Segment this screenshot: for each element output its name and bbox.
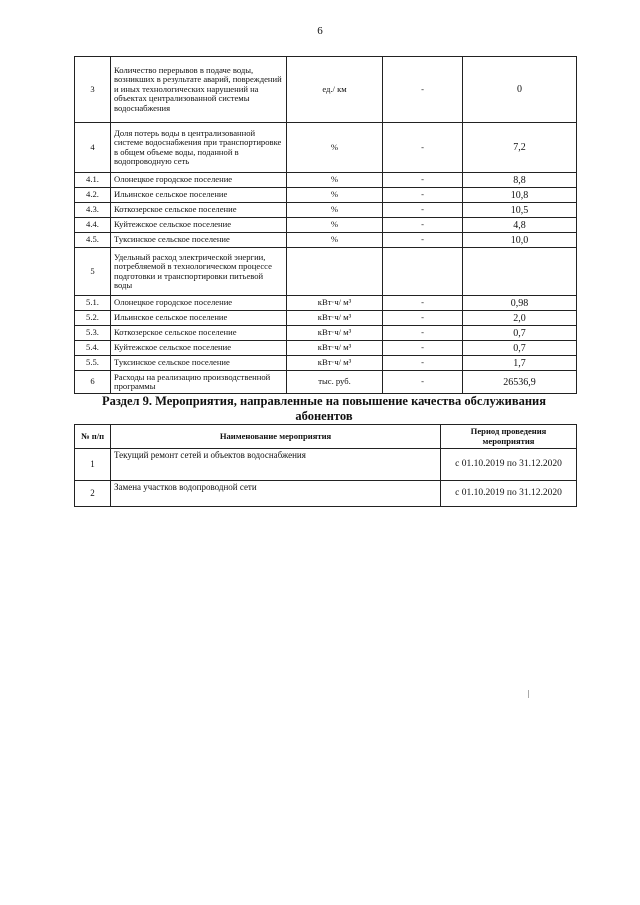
indicator-name: Куйтежское сельское поселение [111,341,287,356]
indicator-unit: % [287,233,383,248]
table-row [75,341,577,356]
event-period: с 01.10.2019 по 31.12.2020 [441,481,577,507]
indicator-value: 10,8 [463,188,577,203]
table-row [75,203,577,218]
table-row [75,356,577,371]
row-number: 4.2. [75,188,111,203]
events-table [74,424,577,507]
row-number: 3 [75,57,111,123]
indicator-unit: кВт·ч/ м³ [287,311,383,326]
indicator-name: Туксинское сельское поселение [111,233,287,248]
indicator-base: - [383,123,463,173]
page-number: 6 [317,25,323,37]
indicators-table [74,56,577,394]
scan-mark [528,690,529,698]
indicator-base: - [383,218,463,233]
indicator-base: - [383,203,463,218]
indicator-base: - [383,341,463,356]
indicator-value: 0,7 [463,326,577,341]
row-number: 4.3. [75,203,111,218]
row-number: 5.3. [75,326,111,341]
indicator-unit: тыс. руб. [287,371,383,394]
indicator-name: Удельный расход электрической энергии, потребляемой в технологическом процессе подготовки и транспортировки питьевой воды [111,248,287,296]
row-number: 4.1. [75,173,111,188]
table-row [75,57,577,123]
indicator-name: Коткозерское сельское поселение [111,203,287,218]
indicator-unit: кВт·ч/ м³ [287,326,383,341]
indicator-unit: кВт·ч/ м³ [287,356,383,371]
row-number: 4 [75,123,111,173]
indicator-name: Ильинское сельское поселение [111,188,287,203]
indicator-unit: ед./ км [287,57,383,123]
row-number: 1 [75,449,111,481]
indicator-value: 7,2 [463,123,577,173]
column-header-period: Период проведения мероприятия [441,425,577,449]
indicator-unit: кВт·ч/ м³ [287,296,383,311]
indicator-value: 1,7 [463,356,577,371]
indicator-value: 10,0 [463,233,577,248]
section-title: Раздел 9. Мероприятия, направленные на повышение качества обслуживания абонентов [101,394,547,423]
indicator-value: 10,5 [463,203,577,218]
row-number: 4.5. [75,233,111,248]
row-number: 5.5. [75,356,111,371]
indicator-base: - [383,57,463,123]
column-header-name: Наименование мероприятия [111,425,441,449]
table-row [75,218,577,233]
indicator-value: 0,7 [463,341,577,356]
table-row [75,311,577,326]
indicator-name: Олонецкое городское поселение [111,296,287,311]
indicator-base: - [383,311,463,326]
indicator-name: Доля потерь воды в централизованной системе водоснабжения при транспортировке в общем объеме воды, поданной в водопроводную сеть [111,123,287,173]
table-header-row [75,425,577,449]
indicator-value: 0,98 [463,296,577,311]
indicator-unit: % [287,218,383,233]
indicator-base: - [383,371,463,394]
indicator-name: Туксинское сельское поселение [111,356,287,371]
row-number: 5 [75,248,111,296]
indicator-name: Коткозерское сельское поселение [111,326,287,341]
table-row [75,188,577,203]
table-row [75,173,577,188]
indicator-base [383,248,463,296]
indicator-unit: % [287,188,383,203]
table-row [75,326,577,341]
table-row [75,449,577,481]
indicator-base: - [383,356,463,371]
row-number: 5.4. [75,341,111,356]
indicator-value: 8,8 [463,173,577,188]
indicator-base: - [383,296,463,311]
indicator-unit: % [287,203,383,218]
row-number: 6 [75,371,111,394]
indicator-base: - [383,188,463,203]
indicator-unit: % [287,123,383,173]
indicator-base: - [383,326,463,341]
indicator-unit: % [287,173,383,188]
indicator-name: Расходы на реализацию производственной программы [111,371,287,394]
column-header-num: № п/п [75,425,111,449]
indicator-base: - [383,233,463,248]
event-name: Текущий ремонт сетей и объектов водоснабжения [111,449,441,481]
event-name: Замена участков водопроводной сети [111,481,441,507]
indicator-base: - [383,173,463,188]
table-row [75,248,577,296]
row-number: 2 [75,481,111,507]
table-row [75,481,577,507]
indicator-name: Ильинское сельское поселение [111,311,287,326]
indicator-unit [287,248,383,296]
indicator-value [463,248,577,296]
indicator-name: Олонецкое городское поселение [111,173,287,188]
indicator-value: 26536,9 [463,371,577,394]
row-number: 5.1. [75,296,111,311]
indicator-value: 0 [463,57,577,123]
indicator-value: 2,0 [463,311,577,326]
indicator-value: 4,8 [463,218,577,233]
table-row [75,296,577,311]
row-number: 5.2. [75,311,111,326]
event-period: с 01.10.2019 по 31.12.2020 [441,449,577,481]
indicator-name: Куйтежское сельское поселение [111,218,287,233]
table-row [75,371,577,394]
table-row [75,123,577,173]
table-row [75,233,577,248]
indicator-unit: кВт·ч/ м³ [287,341,383,356]
row-number: 4.4. [75,218,111,233]
indicator-name: Количество перерывов в подаче воды, возникших в результате аварий, повреждений и иных технологических нарушений на объектах централизованной системы водоснабжения [111,57,287,123]
